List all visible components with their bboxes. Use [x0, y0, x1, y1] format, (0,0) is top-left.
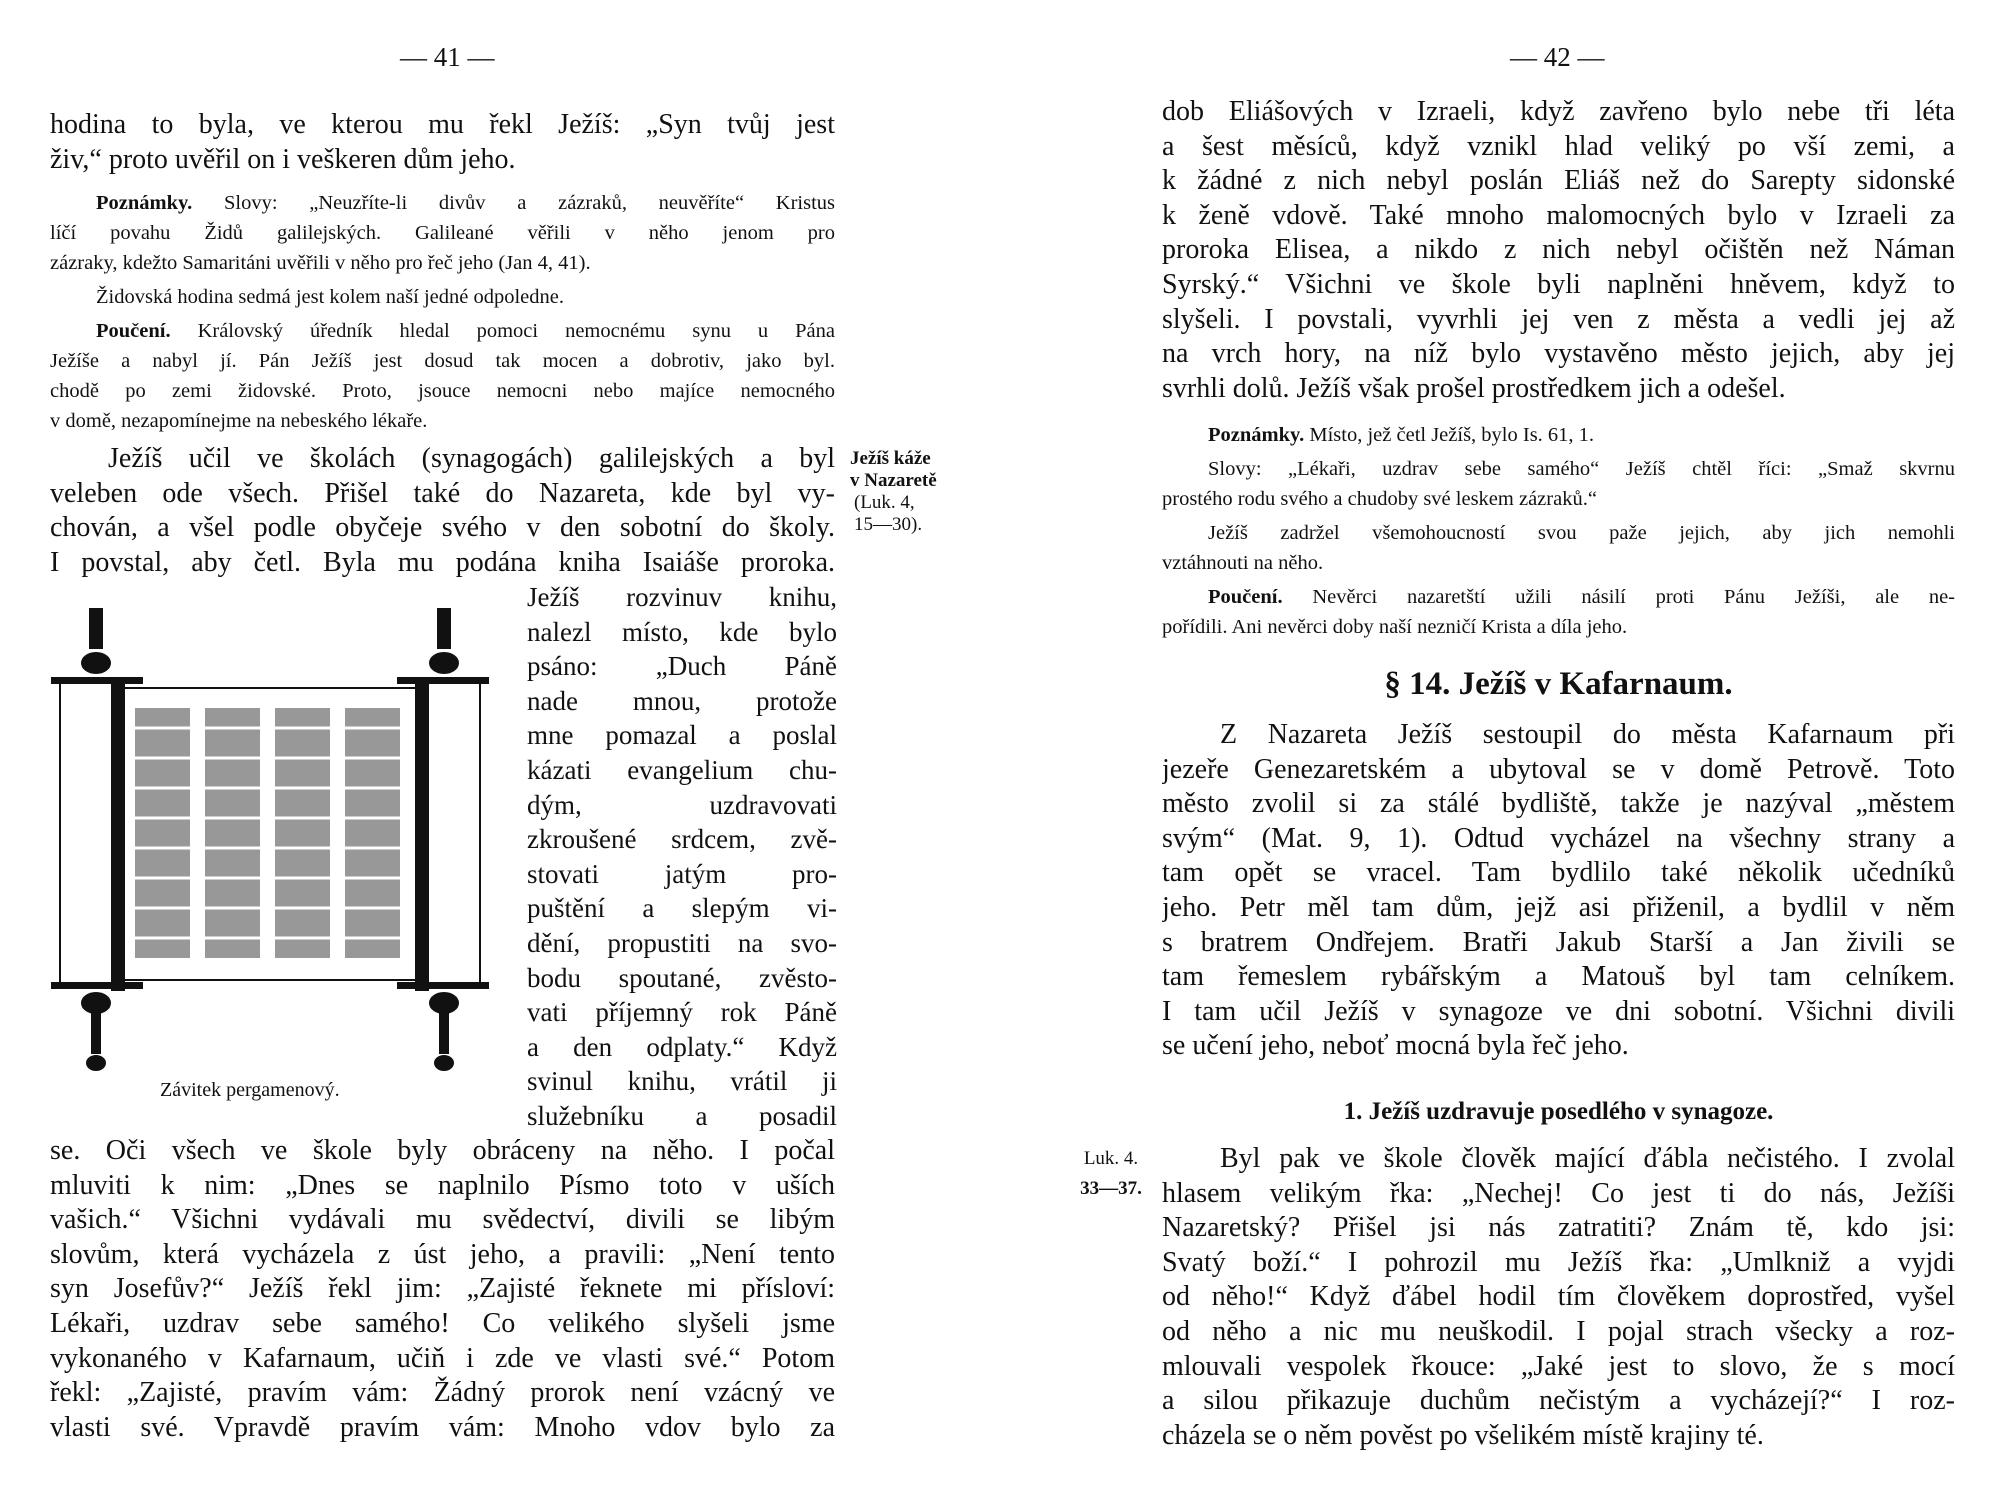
note-paragraph: [50, 188, 835, 278]
text-line: nalezl místo, kde bylo: [527, 616, 837, 647]
page-number-right: — 42 —: [1510, 42, 1605, 72]
text-line: na vrch hory, na níž bylo vystavěno město jejich, aby jej: [1162, 338, 1955, 370]
note-line: [1162, 454, 1955, 484]
text-line: svrhli dolů. Ježíš však prošel prostředkem jich a odešel.: [1162, 372, 1786, 404]
text-line: od něho a nic mu neuškodil. I pojal strach všecky a roz-: [1162, 1315, 1955, 1347]
text-line: vlasti své. Vpravdě pravím vám: Mnoho vdov bylo za: [50, 1411, 835, 1443]
text-line: řekl: „Zajisté, pravím vám: Žádný prorok není vzácný ve: [50, 1377, 835, 1409]
margin-note-line: 15—30).: [854, 514, 923, 535]
text-line: nade mnou, protože: [527, 685, 837, 716]
margin-note-line: (Luk. 4,: [854, 492, 915, 513]
text-line: chován, a všel podle obyčeje svého v den sobotní do školy.: [50, 512, 835, 544]
note-line: [1162, 484, 1955, 514]
text-line: puštění a slepým vi-: [527, 893, 837, 924]
text-line: od něho!“ Když ďábel hodil tím člověkem doprostřed, vyšel: [1162, 1281, 1955, 1313]
page-number-left: — 41 —: [400, 42, 495, 72]
text-line: Z Nazareta Ježíš sestoupil do města Kafarnaum při: [1220, 719, 1955, 750]
text-line: Nazaretský? Přišel jsi nás zatratiti? Znám tě, kdo jsi:: [1162, 1212, 1955, 1244]
note-paragraph: [50, 282, 835, 312]
note-line: [50, 346, 835, 376]
text-line: mne pomazal a poslal: [527, 720, 837, 751]
note-line: [50, 406, 835, 436]
note-text: Královský úředník hledal pomoci nemocnému synu u Pána: [197, 320, 835, 342]
text-line: k žádné z nich nebyl poslán Eliáš než do Sarepty sidonské: [1162, 165, 1955, 197]
text-line: se. Oči všech ve škole byly obráceny na něho. I počal: [50, 1135, 835, 1166]
text-line: Svatý boží.“ I pohrozil mu Ježíš řka: „Umlkniž a vyjdi: [1162, 1246, 1955, 1278]
text-line: s bratrem Ondřejem. Bratři Jakub Starší a Jan živili se: [1162, 926, 1955, 958]
text-line: cházela se o něm pověst po všelikém místě krajiny té.: [1162, 1419, 1764, 1451]
text-line: služebníku a posadil: [527, 1100, 837, 1131]
text-line: veleben ode všech. Přišel také do Nazareta, kde byl vy-: [50, 477, 835, 509]
note-line: [50, 376, 835, 406]
text-line: mluviti k nim: „Dnes se naplnilo Písmo toto v uších: [50, 1169, 835, 1201]
text-line: kázati evangelium chu-: [527, 754, 837, 785]
note-paragraph: [50, 316, 835, 436]
subsection-heading: 1. Ježíš uzdravuje posedlého v synagoze.: [1343, 1098, 1774, 1125]
note-line: [1162, 582, 1955, 612]
text-line: vykonaného v Kafarnaum, učiň i zde ve vlasti své.“ Potom: [50, 1342, 835, 1374]
paragraph-nazareth-top: [50, 442, 835, 580]
note-line: [50, 218, 835, 248]
note-line: [1162, 548, 1955, 578]
section-heading: § 14. Ježíš v Kafarnaum.: [1384, 666, 1733, 702]
note-text: líčí povahu Židů galilejských. Galileané věřili v něho jenom pro: [50, 222, 835, 244]
text-line: jeho. Petr měl tam dům, jejž asi přiženil, a bydlil v něm: [1162, 891, 1955, 923]
paragraph-continuation-right: [1162, 95, 1955, 406]
note-lead: Poučení.: [96, 320, 171, 342]
note-line: [1162, 612, 1955, 642]
text-line: hlasem velikým řka: „Nechej! Co jest ti do nás, Ježíši: [1162, 1177, 1955, 1209]
note-line: [1162, 420, 1955, 450]
note-paragraph: [1162, 454, 1955, 514]
text-line: I tam učil Ježíš v synagoze ve dni sobotní. Všichni divili: [1162, 995, 1955, 1027]
text-line: tam opět se vracel. Tam bydlilo také několik učedníků: [1162, 857, 1955, 889]
note-text: prostého rodu svého a chudoby své leskem zázraků.“: [1162, 488, 1597, 510]
margin-note-line: Ježíš káže: [850, 448, 931, 469]
text-line: I povstal, aby četl. Byla mu podána kniha Isaiáše proroka.: [50, 546, 835, 578]
text-line: stovati jatým pro-: [527, 858, 837, 889]
notes-left: [50, 188, 835, 436]
text-line: Byl pak ve škole člověk mající ďábla nečistého. I zvolal: [1220, 1143, 1955, 1174]
text-line: a šest měsíců, když vznikl hlad veliký po vší zemi, a: [1162, 130, 1955, 162]
text-line: syn Josefův?“ Ježíš řekl jim: „Zajisté řeknete mi přísloví:: [50, 1273, 835, 1305]
margin-note-line: 33—37.: [1080, 1178, 1142, 1199]
text-line: svým“ (Mat. 9, 1). Odtud vycházel na všechny strany a: [1162, 822, 1955, 854]
text-line: živ,“ proto uvěřil on i veškeren dům jeho.: [50, 143, 516, 175]
note-text: pořídili. Ani nevěrci doby naší nezničí Krista a díla jeho.: [1162, 616, 1628, 638]
text-line: a silou přikazuje duchům nečistým a vycházejí?“ I roz-: [1162, 1385, 1955, 1417]
note-line: [50, 188, 835, 218]
note-line: [50, 282, 835, 312]
margin-note-left: [850, 448, 970, 536]
note-text: Ježíš zadržel všemohoucností svou paže jejich, aby jich nemohli: [1208, 522, 1955, 544]
note-text: Ježíše a nabyl jí. Pán Ježíš jest dosud tak mocen a dobrotiv, jako byl.: [50, 350, 835, 372]
text-line: Ježíš učil ve školách (synagogách) galilejských a byl: [108, 443, 835, 474]
text-line: hodina to byla, ve kterou mu řekl Ježíš: „Syn tvůj jest: [50, 109, 835, 140]
note-paragraph: [1162, 420, 1955, 450]
paragraph-nazareth-bottom: [50, 1134, 835, 1445]
paragraph-continuation: [50, 108, 835, 177]
torah-scroll-illustration: [40, 608, 500, 1078]
note-lead: Poznámky.: [96, 192, 193, 214]
text-line: Syrský.“ Všichni ve škole byli naplněni hněvem, když to: [1162, 268, 1955, 300]
text-line: svinul knihu, vrátil ji: [527, 1066, 837, 1097]
text-line: Lékaři, uzdrav sebe samého! Co velikého slyšeli jsme: [50, 1307, 835, 1339]
text-line: k ženě vdově. Také mnoho malomocných bylo v Izraeli za: [1162, 199, 1955, 231]
note-text: chodě po zemi židovské. Proto, jsouce nemocni nebo majíce nemocného: [50, 380, 835, 402]
note-text: Slovy: „Lékaři, uzdrav sebe samého“ Ježíš chtěl říci: „Smaž skvrnu: [1208, 458, 1955, 480]
text-line: bodu spoutané, zvěsto-: [527, 962, 837, 993]
text-line: město zvolil si za stálé bydliště, takže je nazýval „městem: [1162, 788, 1955, 820]
text-line: psáno: „Duch Páně: [527, 651, 837, 682]
margin-note-line: v Nazaretě: [850, 470, 937, 491]
text-line: a den odplaty.“ Když: [527, 1031, 837, 1062]
text-line: slyšeli. I povstali, vyvrhli jej ven z města a vedli jej až: [1162, 303, 1955, 335]
text-line: proroka Elisea, a nikdo z nich nebyl očištěn než Náman: [1162, 234, 1955, 266]
text-line: se učení jeho, neboť mocná byla řeč jeho.: [1162, 1030, 1629, 1062]
text-line: vašich.“ Všichni vydávali mu svědectví, divili se libým: [50, 1204, 835, 1236]
margin-note-line: Luk. 4.: [1083, 1148, 1139, 1169]
note-text: v domě, nezapomínejme na nebeského lékaře.: [50, 410, 428, 432]
notes-right: [1162, 420, 1955, 642]
illustration-caption: Závitek pergamenový.: [160, 1079, 340, 1101]
note-line: [50, 248, 835, 278]
text-line: dob Eliášových v Izraeli, když zavřeno bylo nebe tři léta: [1162, 96, 1955, 127]
text-line: vati příjemný rok Páně: [527, 997, 837, 1028]
note-text: zázraky, kdežto Samaritáni uvěřili v něho pro řeč jeho (Jan 4, 41).: [50, 252, 591, 274]
text-line: dým, uzdravovati: [527, 789, 837, 820]
text-line: mlouvali vespolek řkouce: „Jaké jest to slovo, že s mocí: [1162, 1350, 1955, 1382]
note-text: Místo, jež četl Ježíš, bylo Is. 61, 1.: [1309, 424, 1595, 446]
text-line: zkroušené srdcem, zvě-: [527, 824, 837, 855]
text-line: slovům, která vycházela z úst jeho, a pravili: „Není tento: [50, 1238, 835, 1270]
note-line: [1162, 518, 1955, 548]
note-paragraph: [1162, 582, 1955, 642]
text-line: Ježíš rozvinuv knihu,: [527, 582, 837, 612]
text-line: jezeře Genezaretském a ubytoval se v domě Petrově. Toto: [1162, 753, 1955, 785]
text-line: dění, propustiti na svo-: [527, 927, 837, 958]
note-line: [50, 316, 835, 346]
note-text: Nevěrci nazaretští užili násilí proti Pánu Ježíši, ale ne-: [1312, 586, 1955, 608]
paragraph-possessed: [1162, 1142, 1955, 1453]
margin-note-right: [1066, 1144, 1156, 1204]
note-text: Slovy: „Neuzříte-li divův a zázraků, neuvěříte“ Kristus: [223, 192, 835, 214]
note-lead: Poznámky.: [1208, 424, 1305, 446]
text-line: tam řemeslem rybářským a Matouš byl tam celníkem.: [1162, 961, 1955, 993]
note-lead: Poučení.: [1208, 586, 1283, 608]
paragraph-kafarnaum: [1162, 718, 1955, 1064]
paragraph-nazareth-wrapped: [527, 580, 837, 1134]
note-paragraph: [1162, 518, 1955, 578]
note-text: Židovská hodina sedmá jest kolem naší jedné odpoledne.: [96, 286, 564, 308]
note-text: vztáhnouti na něho.: [1162, 552, 1324, 574]
